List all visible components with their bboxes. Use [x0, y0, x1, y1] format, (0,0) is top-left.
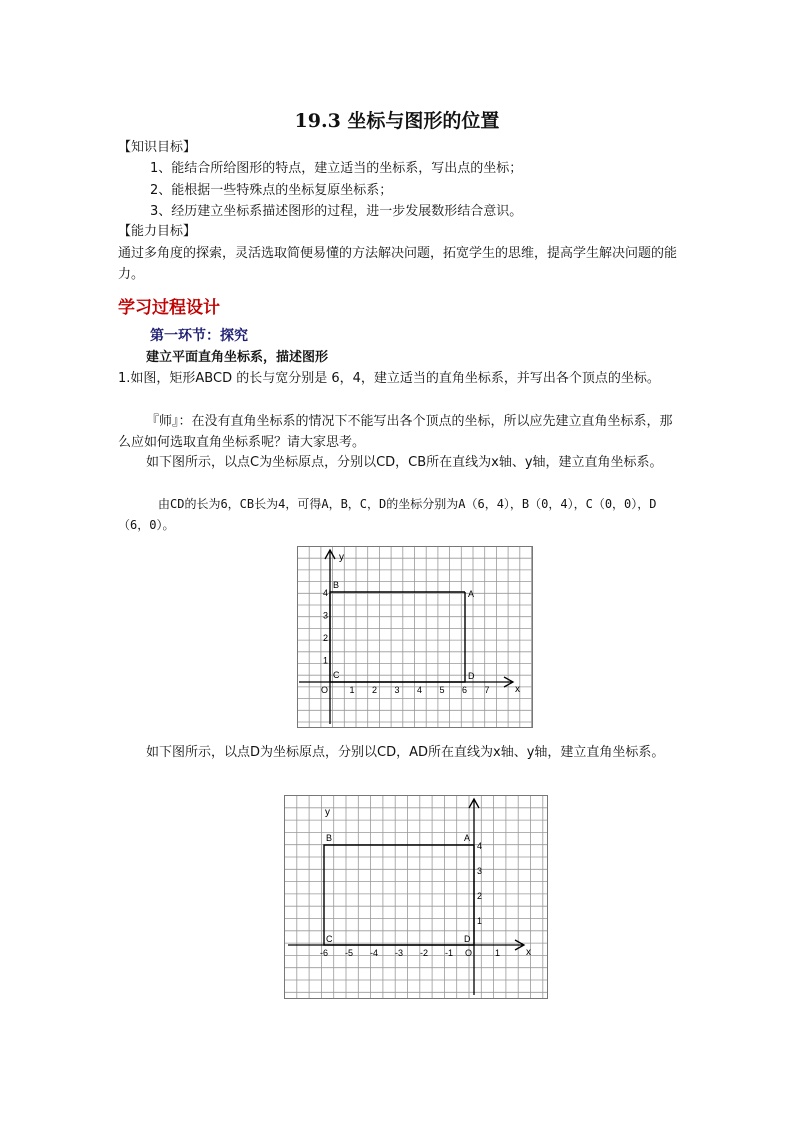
process-heading: 学习过程设计 — [118, 298, 220, 318]
page-title: 19.3 坐标与图形的位置 — [294, 110, 500, 132]
y-axis-label: y — [325, 807, 330, 818]
y-tick-label: 1 — [323, 655, 329, 666]
knowledge-item-2: 2、能根据一些特殊点的坐标复原坐标系； — [150, 183, 393, 198]
method1-text: 如下图所示，以点C为坐标原点，分别以CD，CB所在直线为x轴、y轴，建立直角坐标系。 — [146, 455, 663, 470]
point-label-c: C — [333, 670, 340, 680]
teacher-text: 『师』：在没有直角坐标系的情况下不能写出各个顶点的坐标，所以应先建立直角坐标系，那么应如何选取直角坐标系呢？请大家思考。 — [118, 414, 673, 450]
coordinate-figure-2 — [284, 795, 548, 999]
x-tick-label: -6 — [320, 948, 329, 958]
y-tick-label: 3 — [477, 866, 483, 876]
ability-heading: 【能力目标】 — [118, 224, 197, 239]
grid — [297, 546, 533, 728]
y-tick-label: 2 — [477, 891, 483, 901]
x-tick-label: -1 — [445, 948, 454, 958]
knowledge-item-3: 3、经历建立坐标系描述图形的过程，进一步发展数形结合意识。 — [150, 204, 523, 219]
y-tick-label: 4 — [323, 588, 329, 598]
point-label-b: B — [333, 580, 340, 590]
rectangle-abcd — [330, 592, 465, 682]
x-tick-label: O — [321, 685, 329, 695]
point-label-b: B — [326, 833, 333, 843]
x-tick-label: O — [465, 948, 473, 958]
knowledge-item-1: 1、能结合所给图形的特点，建立适当的坐标系，写出点的坐标； — [150, 161, 523, 176]
method2-text: 如下图所示，以点D为坐标原点，分别以CD，AD所在直线为x轴、y轴，建立直角坐标系。 — [146, 745, 665, 760]
x-tick-label: 7 — [484, 685, 490, 695]
point-label-c: C — [326, 934, 333, 944]
point-label-d: D — [464, 934, 471, 944]
section-title: 第一环节：探究 — [150, 328, 248, 344]
y-axis-label: y — [339, 552, 344, 563]
y-tick-label: 2 — [323, 633, 329, 643]
y-tick-label: 3 — [323, 610, 329, 621]
knowledge-heading: 【知识目标】 — [118, 140, 197, 155]
x-tick-label: 5 — [439, 685, 445, 695]
point-label-d: D — [468, 671, 475, 681]
x-tick-label: 2 — [372, 685, 378, 695]
ability-text: 通过多角度的探索，灵活选取简便易懂的方法解决问题，拓宽学生的思维，提高学生解决问题的能力。 — [118, 246, 678, 282]
x-tick-label: 3 — [394, 685, 400, 695]
problem-text: 1.如图，矩形ABCD 的长与宽分别是 6，4，建立适当的直角坐标系，并写出各个顶点的坐标。 — [118, 371, 660, 386]
point-label-a: A — [468, 589, 475, 599]
x-tick-label: 1 — [495, 948, 501, 958]
result1-text: 由CD的长为6，CB长为4，可得A，B，C，D的坐标分别为A（6，4），B（0，4），C（0，0），D（6，0）。 — [118, 497, 657, 532]
subsection-title: 建立平面直角坐标系，描述图形 — [146, 350, 329, 365]
x-tick-label: 1 — [349, 685, 355, 695]
point-label-a: A — [464, 833, 471, 843]
x-tick-label: -3 — [395, 948, 404, 958]
y-tick-label: 4 — [477, 841, 483, 851]
rectangle-abcd — [324, 845, 474, 945]
x-tick-label: -5 — [345, 948, 354, 958]
y-tick-label: 1 — [477, 916, 483, 926]
x-tick-label: -4 — [370, 948, 379, 958]
x-tick-label: -2 — [420, 948, 429, 958]
x-tick-label: 4 — [417, 685, 423, 695]
coordinate-figure-1 — [297, 546, 533, 728]
x-axis-label: x — [515, 684, 520, 695]
x-tick-label: 6 — [462, 685, 468, 695]
x-axis-label: x — [526, 947, 531, 958]
